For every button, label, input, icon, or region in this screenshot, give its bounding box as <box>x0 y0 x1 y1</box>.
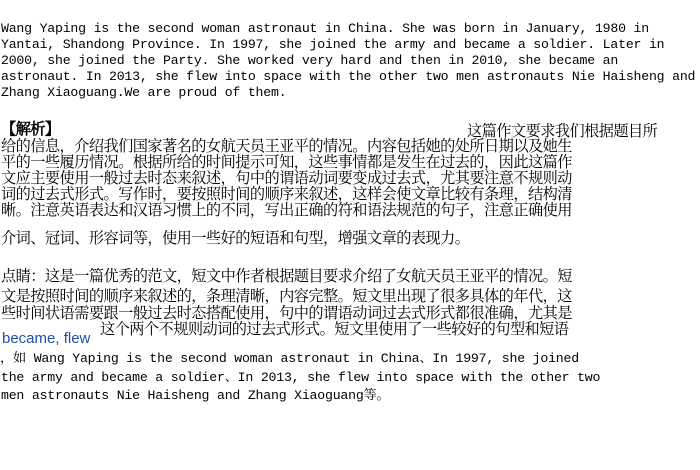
comment-line-continued: 这个两个不规则动词的过去式形式。短文里使用了一些较好的句型和短语 <box>100 320 569 338</box>
example-line: men astronauts Nie Haisheng and Zhang Xiaoguang等。 <box>1 388 390 403</box>
analysis-line: 给的信息，介绍我们国家著名的女航天员王亚平的情况。内容包括她的处所日期以及她生 <box>1 137 572 155</box>
example-line: ，如 Wang Yaping is the second woman astronaut in China、In 1997, she joined <box>0 351 579 366</box>
highlighted-verbs: became, flew <box>2 330 91 347</box>
analysis-label: 【解析】 <box>1 120 60 138</box>
analysis-intro: 这篇作文要求我们根据题目所 <box>467 122 658 140</box>
essay-line: 2000, she joined the Party. She worked very hard and then in 2010, she became an <box>1 53 619 68</box>
essay-line: astronaut. In 2013, she flew into space with the other two men astronauts Nie Haisheng and <box>1 69 696 84</box>
analysis-line: 平的一些履历情况。根据所给的时间提示可知，这些事情都是发生在过去的，因此这篇作 <box>1 153 572 171</box>
essay-line: Yantai, Shandong Province. In 1997, she joined the army and became a soldier. Later in <box>1 37 665 52</box>
analysis-line: 词的过去式形式。写作时，要按照时间的顺序来叙述，这样会使文章比较有条理，结构清 <box>1 185 572 203</box>
essay-line: Wang Yaping is the second woman astronaut in China. She was born in January, 1980 in <box>1 21 649 36</box>
comment-line: 点睛：这是一篇优秀的范文，短文中作者根据题目要求介绍了女航天员王亚平的情况。短 <box>1 267 572 285</box>
analysis-line: 介词、冠词、形容词等，使用一些好的短语和句型，增强文章的表现力。 <box>1 229 470 247</box>
example-line: the army and became a soldier、In 2013, she flew into space with the other two <box>1 370 601 385</box>
comment-line: 文是按照时间的顺序来叙述的，条理清晰，内容完整。短文里出现了很多具体的年代，这 <box>1 287 572 305</box>
essay-line: Zhang Xiaoguang.We are proud of them. <box>1 85 287 100</box>
analysis-line: 文应主要使用一般过去时态来叙述，句中的谓语动词要变成过去式，尤其要注意不规则动 <box>1 169 572 187</box>
analysis-line: 晰。注意英语表达和汉语习惯上的不同，写出正确的符和语法规范的句子，注意正确使用 <box>1 201 572 219</box>
comment-line: 些时间状语需要跟一般过去时态搭配使用，句中的谓语动词过去式形式都很准确，尤其是 <box>1 304 572 322</box>
